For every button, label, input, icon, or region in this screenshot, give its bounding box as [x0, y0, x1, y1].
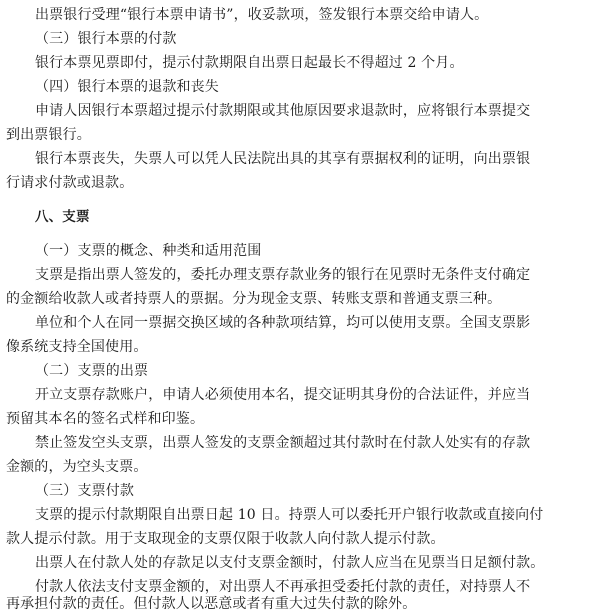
- paragraph-line: 再承担付款的责任。但付款人以恶意或者有重大过失付款的除外。: [6, 596, 417, 612]
- paragraph-line: 单位和个人在同一票据交换区域的各种款项结算，均可以使用支票。全国支票影: [35, 315, 531, 331]
- paragraph-line: 的金额给收款人或者持票人的票据。分为现金支票、转账支票和普通支票三种。: [6, 291, 502, 307]
- subsection-heading: （四）银行本票的退款和丧失: [35, 79, 219, 95]
- paragraph-line: 出票银行受理“银行本票申请书”，收妥款项，签发银行本票交给申请人。: [35, 7, 489, 23]
- subsection-heading: （三）银行本票的付款: [35, 31, 177, 47]
- paragraph-line: 到出票银行。: [6, 127, 91, 143]
- subsection-heading: （一）支票的概念、种类和适用范围: [35, 243, 262, 259]
- paragraph-line: 支票的提示付款期限自出票日起 10 日。持票人可以委托开户银行收款或直接向付: [35, 507, 544, 523]
- paragraph-line: 行请求付款或退款。: [6, 175, 134, 191]
- section-heading: 八、支票: [35, 209, 90, 225]
- paragraph-line: 款人提示付款。用于支取现金的支票仅限于收款人向付款人提示付款。: [6, 531, 445, 547]
- paragraph-line: 开立支票存款账户，申请人必须使用本名，提交证明其身份的合法证件，并应当: [35, 387, 531, 403]
- paragraph-line: 支票是指出票人签发的，委托办理支票存款业务的银行在见票时无条件支付确定: [35, 267, 531, 283]
- paragraph-line: 禁止签发空头支票，出票人签发的支票金额超过其付款时在付款人处实有的存款: [35, 435, 531, 451]
- subsection-heading: （二）支票的出票: [35, 363, 149, 379]
- paragraph-line: 申请人因银行本票超过提示付款期限或其他原因要求退款时，应将银行本票提交: [35, 103, 531, 119]
- paragraph-line: 出票人在付款人处的存款足以支付支票金额时，付款人应当在见票当日足额付款。: [35, 555, 545, 571]
- paragraph-line: 像系统支持全国使用。: [6, 339, 148, 355]
- paragraph-line: 银行本票丧失，失票人可以凭人民法院出具的其享有票据权利的证明，向出票银: [35, 151, 531, 167]
- paragraph-line: 金额的，为空头支票。: [6, 459, 148, 475]
- paragraph-line: 付款人依法支付支票金额的，对出票人不再承担受委托付款的责任，对持票人不: [35, 579, 531, 595]
- paragraph-line: 银行本票见票即付，提示付款期限自出票日起最长不得超过 2 个月。: [35, 55, 464, 71]
- paragraph-line: 预留其本名的签名式样和印鉴。: [6, 411, 205, 427]
- subsection-heading: （三）支票付款: [35, 483, 135, 499]
